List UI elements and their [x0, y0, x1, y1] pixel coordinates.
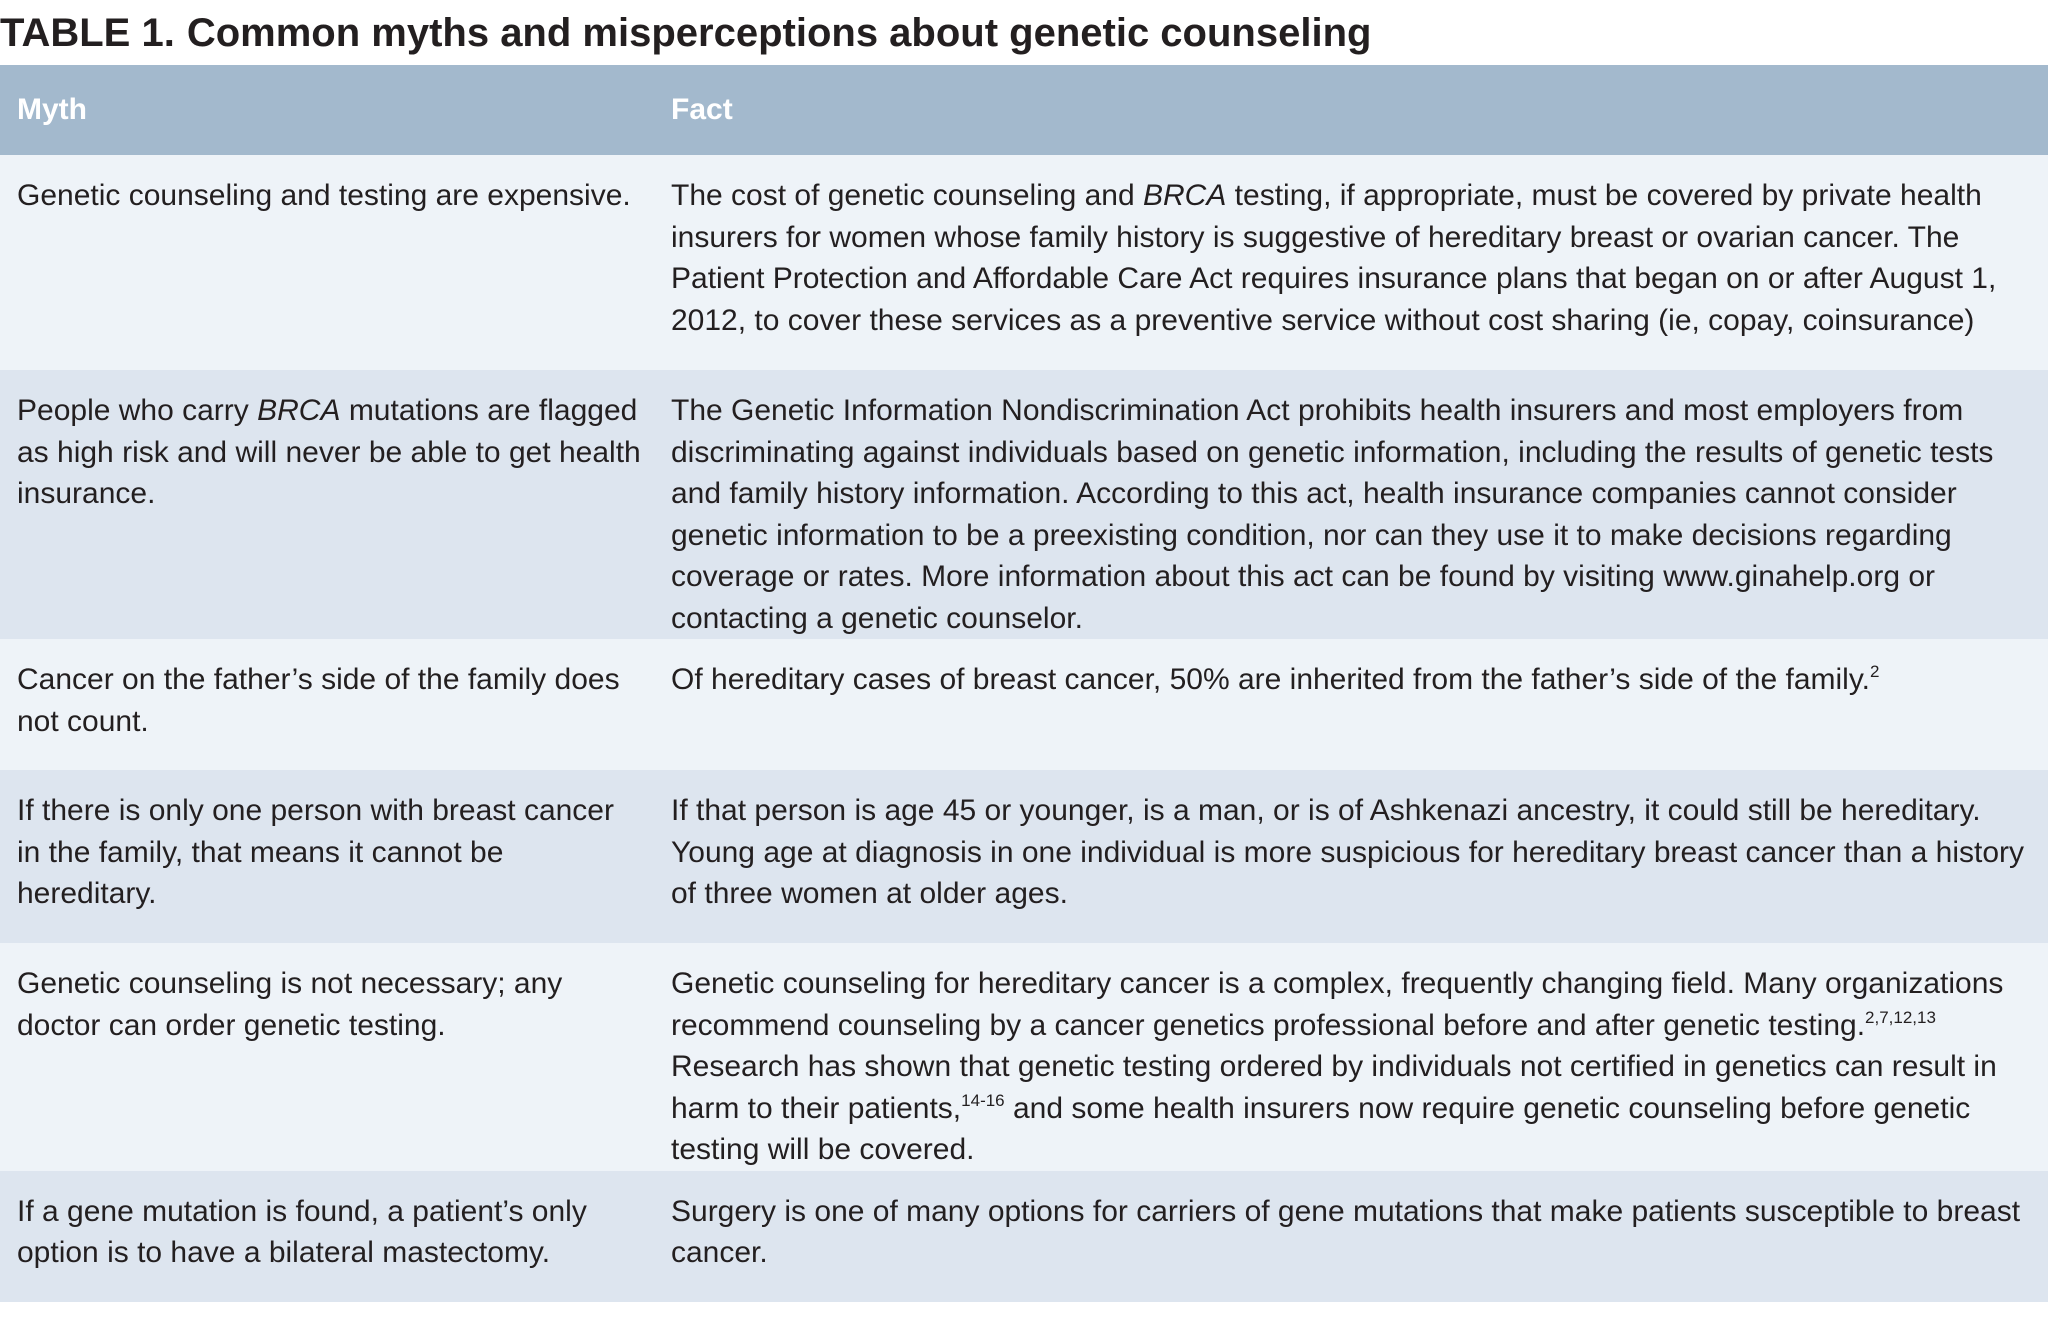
myth-cell: Genetic counseling is not necessary; any doctor can order genetic testing.: [0, 943, 654, 1171]
table-row: [0, 770, 2048, 943]
fact-cell: Surgery is one of many options for carriers of gene mutations that make patients susceptible to breast cancer.: [654, 1171, 2048, 1302]
fact-text: Genetic counseling for hereditary cancer is a complex, frequently changing field. Many organizations recommend counseling by a cancer genetics professional before and after genetic testing.: [671, 967, 2004, 1042]
table-row: [0, 1171, 2048, 1302]
reference-superscript: 2: [1869, 662, 1880, 681]
gene-name: BRCA: [257, 394, 341, 427]
myth-cell: If a gene mutation is found, a patient’s only option is to have a bilateral mastectomy.: [0, 1171, 654, 1302]
reference-superscript: 2,7,12,13: [1865, 1007, 1936, 1027]
fact-text: The cost of genetic counseling and: [671, 179, 1143, 212]
fact-column-header: Fact: [654, 65, 2048, 155]
fact-text: Research has shown that genetic testing ordered by individuals not certified in genetics can result in harm to their patients,: [671, 1050, 1997, 1125]
fact-text: Of hereditary cases of breast cancer, 50% are inherited from the father’s side of the family.: [671, 663, 1870, 696]
fact-cell: [654, 155, 2048, 370]
table-row: [0, 943, 2048, 1171]
fact-text: and some health insurers now require genetic counseling before genetic testing will be covered.: [671, 1091, 1971, 1166]
myth-cell: Genetic counseling and testing are expensive.: [0, 155, 654, 370]
reference-superscript: 14-16: [961, 1090, 1005, 1110]
myth-column-header: Myth: [0, 65, 654, 155]
fact-cell: The Genetic Information Nondiscrimination Act prohibits health insurers and most employers from discriminating against individuals based on genetic information, including the results of genetic tests and family history information. According to this act, health insurance companies cannot consider genetic information to be a preexisting condition, nor can they use it to make decisions regarding coverage or rates. More information about this act can be found by visiting www.ginahelp.org or contacting a genetic counselor.: [654, 370, 2048, 639]
fact-text: testing, if appropriate, must be covered by private health insurers for women whose family history is suggestive of hereditary breast or ovarian cancer. The Patient Protection and Affordable Care Act requires insurance plans that began on or after August 1, 2012, to cover these services as a preventive service without cost sharing (ie, copay, coinsurance): [671, 179, 1997, 337]
myth-text: mutations are flagged as high risk and will never be able to get health insurance.: [17, 394, 641, 510]
table-title: [0, 8, 2048, 58]
myth-text: People who carry: [17, 394, 258, 427]
table-number: TABLE 1.: [0, 11, 175, 55]
myths-facts-table: [0, 65, 2048, 1302]
table-row: [0, 639, 2048, 770]
fact-cell: [654, 943, 2048, 1171]
table-header-row: [0, 65, 2048, 155]
myth-cell: [0, 370, 654, 639]
table-title-text: Common myths and misperceptions about genetic counseling: [186, 11, 1372, 55]
myth-cell: Cancer on the father’s side of the family does not count.: [0, 639, 654, 770]
table-row: [0, 155, 2048, 370]
fact-cell: [654, 639, 2048, 770]
gene-name: BRCA: [1142, 179, 1227, 212]
myth-cell: If there is only one person with breast cancer in the family, that means it cannot be hereditary.: [0, 770, 654, 943]
fact-cell: If that person is age 45 or younger, is a man, or is of Ashkenazi ancestry, it could still be hereditary. Young age at diagnosis in one individual is more suspicious for hereditary breast cancer than a history of three women at older ages.: [654, 770, 2048, 943]
table-row: [0, 370, 2048, 639]
